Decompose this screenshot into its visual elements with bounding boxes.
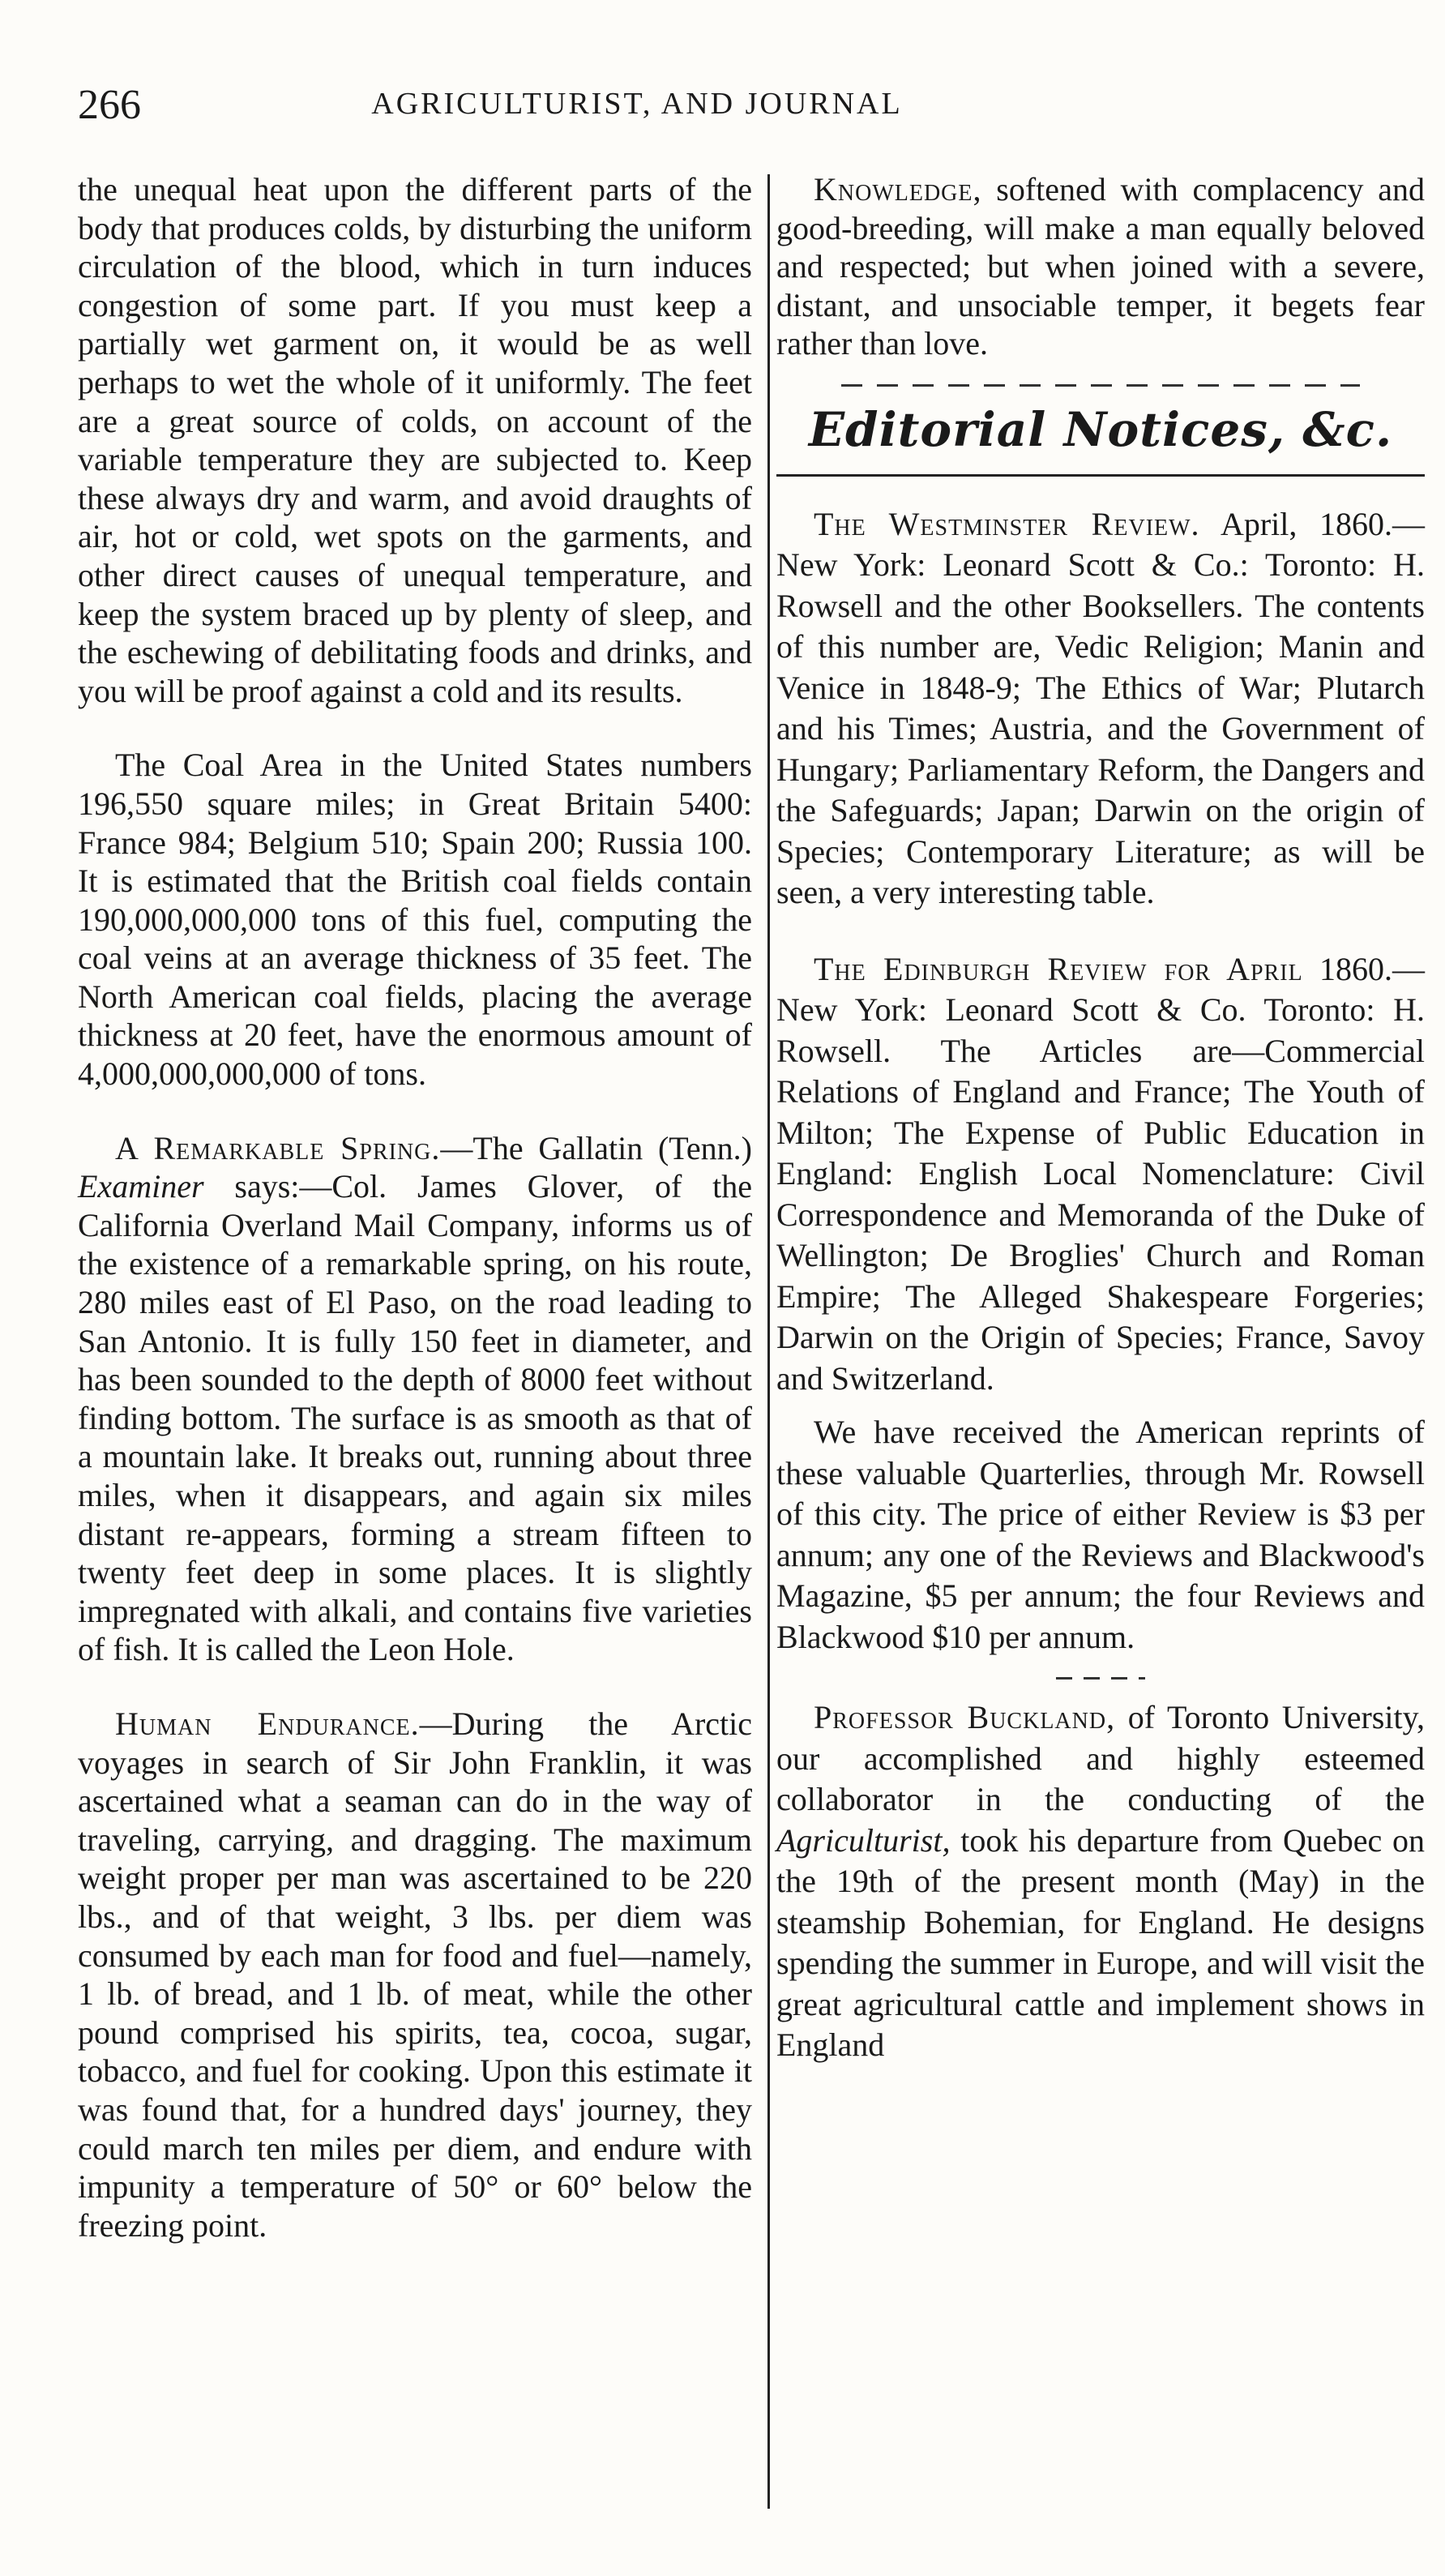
article-title: Knowledge,: [814, 171, 982, 208]
article-coal-area: The Coal Area in the United States numbers 196,550 square miles; in Great Britain 5400: France 984; Belgium 510; Spain 200; Russia 100. It is estimated that the British coal fields contain 190,000,000,000 tons of this fuel, computing the coal veins at an average thickness of 35 feet. The North American coal fields, placing the average thickness at 20 feet, have the enormous amount of 4,000,000,000,000 of tons.: [78, 747, 752, 1093]
section-rule: [776, 474, 1425, 477]
notice-professor-buckland: [776, 1697, 1425, 2066]
article-remarkable-spring: [78, 1129, 752, 1669]
journal-name: Agriculturist,: [776, 1821, 951, 1859]
article-colds-continued: the unequal heat upon the different parts of the body that produces colds, by disturbing the uniform circulation of the blood, which in turn induces congestion of some part. If you must keep a partially wet garment on, it would be as well perhaps to wet the whole of it uniformly. The feet are a great source of colds, on account of the variable temperature they are subjected to. Keep these always dry and warm, and avoid draughts of air, hot or cold, wet spots on the garments, and other direct causes of unequal temperature, and keep the system braced up by plenty of sleep, and the eschewing of debilitating foods and drinks, and you will be proof against a cold and its results.: [78, 171, 752, 709]
article-human-endurance: [78, 1705, 752, 2244]
article-body: —During the Arctic voyages in search of Sir John Franklin, it was ascertained what a seaman can do in the way of traveling, carrying, and dragging. The maximum weight proper per man was ascertained to be 220 lbs., and of that weight, 3 lbs. per diem was consumed by each man for food and fuel—namely, 1 lb. of bread, and 1 lb. of meat, while the other pound comprised his spirits, tea, cocoa, sugar, tobacco, and fuel for cooking. Upon this estimate it was found that, for a hundred days' journey, they could march ten miles per diem, and endure with impunity a temperature of 50° or 60° below the freezing point.: [78, 1705, 753, 2244]
notice-body: 1860.—New York: Leonard Scott & Co. Toronto: H. Rowsell. The Articles are—Commercial Relations of England and France; The Youth of Milton; The Expense of Public Education in England: English Local Nomenclature: Civil Correspondence and Memoranda of the Duke of Wellington; De Broglies' Church and Roman Empire; The Alleged Shakespeare Forgeries; Darwin on the Origin of Species; France, Savoy and Switzerland.: [776, 950, 1426, 1397]
article-title: A Remarkable Spring.: [115, 1129, 441, 1166]
left-column: [78, 170, 752, 2244]
article-body: says:—Col. James Glover, of the California Overland Mail Company, informs us of the existence of a remarkable spring, on his route, 280 miles east of El Paso, on the road leading to San Antonio. It is fully 150 feet in diameter, and has been sounded to the depth of 8000 feet without finding bottom. The surface is as smooth as that of a mountain lake. It breaks out, running about three miles, when it disappears, and again six miles distant re-appears, forming a stream fifteen to twenty feet deep in some places. It is slightly impregnated with alkali, and contains five varieties of fish. It is called the Leon Hole.: [78, 1168, 752, 1668]
editorial-notices: [776, 504, 1425, 2066]
page-number: 266: [78, 82, 141, 128]
notice-westminster-review: [776, 504, 1425, 914]
right-column: [776, 170, 1425, 2066]
article-title: Human Endurance.: [115, 1705, 420, 1742]
newspaper-name: Examiner: [78, 1168, 204, 1205]
column-rule: [767, 174, 770, 2509]
section-heading: Editorial Notices, &c.: [808, 401, 1393, 457]
notice-title: Professor Buckland,: [814, 1699, 1116, 1736]
notice-title: The Westminster Review.: [814, 505, 1200, 542]
article-lead: —The Gallatin (Tenn.): [440, 1129, 752, 1166]
notice-reprints: We have received the American reprints of these valuable Quarterlies, through Mr. Rowsell of this city. The price of either Review is $3 per annum; any one of the Reviews and Blackwood's Magazine, $5 per annum; the four Reviews and Blackwood $10 per annum.: [776, 1414, 1425, 1655]
ornamental-rule: [841, 384, 1360, 387]
notice-title: The Edinburgh Review for April: [814, 950, 1303, 987]
notice-body: April, 1860.—New York: Leonard Scott & Co.: Toronto: H. Rowsell and the other Booksellers. The contents of this number are, Vedic Religion; Manin and Venice in 1848-9; The Ethics of War; Plutarch and his Times; Austria, and the Government of Hungary; Parliamentary Reform, the Dangers and the Safeguards; Japan; Darwin on the origin of Species; Contemporary Literature; as will be seen, a very interesting table.: [776, 505, 1425, 911]
running-head: [78, 81, 1423, 138]
notice-edinburgh-review: [776, 949, 1425, 1400]
journal-title: AGRICULTURIST, AND JOURNAL: [371, 87, 903, 121]
article-body: softened with complacency and good-breeding, will make a man equally beloved and respected; but when joined with a severe, distant, and unsociable temper, it begets fear rather than love.: [776, 171, 1425, 362]
notice-body: took his departure from Quebec on the 19th of the present month (May) in the steamship Bohemian, for England. He designs spending the summer in Europe, and will visit the great agricultural cattle and implement shows in England: [776, 1821, 1425, 2064]
separator-rule: [1056, 1677, 1145, 1680]
notice-body: of Toronto University, our accomplished and highly esteemed collaborator in the conducting of the: [776, 1699, 1425, 1818]
section-masthead: [776, 384, 1425, 477]
article-knowledge: [776, 170, 1425, 363]
